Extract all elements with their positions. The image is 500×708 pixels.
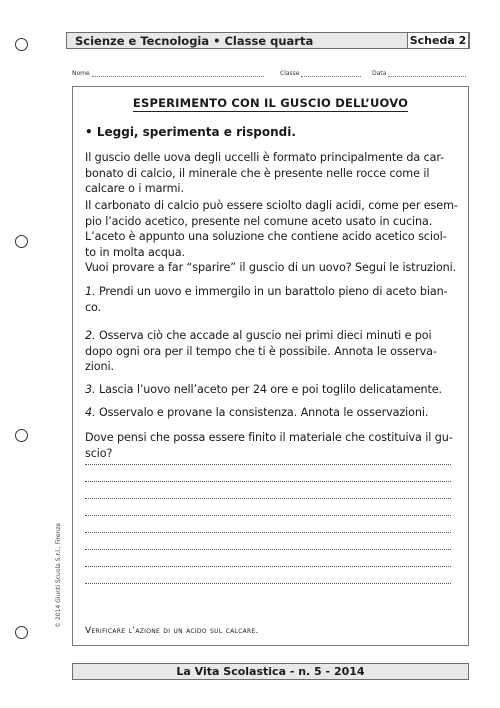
date-field[interactable] bbox=[388, 70, 466, 77]
step-3: 3. Lascia l’uovo nell’aceto per 24 ore e poi toglilo delicatamente. bbox=[85, 383, 442, 396]
binder-hole-2 bbox=[15, 235, 28, 248]
answer-line-4[interactable] bbox=[85, 515, 451, 516]
answer-line-5[interactable] bbox=[85, 532, 451, 533]
answer-line-6[interactable] bbox=[85, 549, 451, 550]
footnote: Verificare l’azione di un acido sul calcare. bbox=[85, 626, 259, 636]
step-2: 2. Osserva ciò che accade al guscio nei primi dieci minuti e poi dopo ogni ora per il tempo che ti è possibile. Annota le osserva- zioni. bbox=[85, 329, 437, 373]
class-field[interactable] bbox=[301, 70, 361, 77]
date-label: Data bbox=[372, 70, 387, 77]
binder-hole-3 bbox=[15, 429, 28, 442]
worksheet-tag: Scheda 2 bbox=[407, 32, 469, 49]
instruction: • Leggi, sperimenta e rispondi. bbox=[85, 125, 296, 139]
intro-paragraph-1: Il guscio delle uova degli uccelli è formato principalmente da car- bonato di calcio, il minerale che è presente nelle rocce come il calcare o i marmi. bbox=[85, 151, 445, 195]
answer-line-1[interactable] bbox=[85, 464, 451, 465]
step-1: 1. Prendi un uovo e immergilo in un barattolo pieno di aceto bian- co. bbox=[85, 285, 448, 314]
subject-label: Scienze e Tecnologia • Classe quarta bbox=[75, 34, 314, 48]
header-band bbox=[66, 32, 470, 49]
copyright-notice: © 2014 Giunti Scuola S.r.l., Firenze bbox=[55, 522, 62, 628]
binder-hole-4 bbox=[15, 626, 28, 639]
binder-hole-1 bbox=[15, 38, 28, 51]
name-field[interactable] bbox=[92, 70, 264, 77]
answer-line-3[interactable] bbox=[85, 498, 451, 499]
page-title: ESPERIMENTO CON IL GUSCIO DELL’UOVO bbox=[132, 96, 409, 110]
answer-line-8[interactable] bbox=[85, 583, 451, 584]
footer-band: La Vita Scolastica - n. 5 - 2014 bbox=[72, 663, 469, 680]
answer-line-7[interactable] bbox=[85, 566, 451, 567]
step-4: 4. Osservalo e provane la consistenza. Annota le osservazioni. bbox=[85, 406, 429, 419]
question: Dove pensi che possa essere finito il materiale che costituiva il gu- scio? bbox=[85, 431, 453, 460]
answer-line-2[interactable] bbox=[85, 481, 451, 482]
name-label: Nome bbox=[72, 70, 90, 77]
intro-paragraph-2: Il carbonato di calcio può essere sciolto dagli acidi, come per esem- pio l’acido acetico, presente nel comune aceto usato in cucina. L’aceto è appunto una soluzione che contiene acido acetico sciol- to in molta acqua. Vuoi provare a far “sparire” il guscio di un uovo? Segui le istruzioni. bbox=[85, 199, 458, 274]
class-label: Classe bbox=[280, 70, 300, 77]
